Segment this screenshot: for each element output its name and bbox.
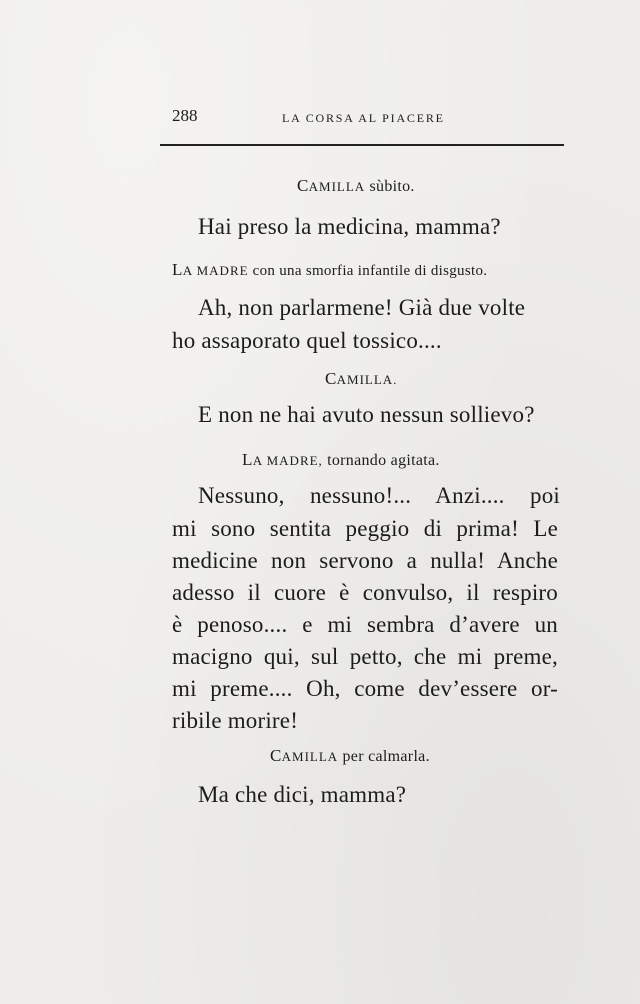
- speaker-name: AMILLA: [308, 179, 366, 194]
- dialogue-line: [172, 580, 558, 606]
- dialogue-line: Ah, non parlarmene! Già due volte: [198, 295, 526, 320]
- speaker-initial: C: [297, 176, 309, 195]
- speaker-initial: C: [270, 746, 282, 765]
- stage-direction: [172, 260, 487, 280]
- dialogue-line: [172, 676, 558, 702]
- dialogue-line: E non ne hai avuto nessun sollievo?: [198, 402, 535, 427]
- dialogue-line: [198, 483, 560, 509]
- dialogue-line: ho assaporato quel tossico....: [172, 328, 442, 353]
- direction-text: per calmarla.: [338, 748, 430, 765]
- stage-direction: [325, 369, 397, 389]
- stage-direction: [270, 746, 430, 766]
- speaker-name: AMILLA: [281, 749, 339, 764]
- running-title: LA CORSA AL PIACERE: [282, 111, 445, 125]
- page-number: 288: [172, 106, 198, 125]
- header-rule: [160, 144, 564, 146]
- dialogue-line: [172, 612, 558, 638]
- speaker-initial: L: [242, 450, 253, 469]
- speaker-initial: C: [325, 369, 337, 388]
- dialogue-text: è penoso.... e mi sembra d’avere un: [172, 612, 558, 637]
- stage-direction: [297, 176, 415, 196]
- dialogue-text: adesso il cuore è convulso, il respiro: [172, 580, 558, 605]
- dialogue-text: mi preme.... Oh, come dev’essere or-: [172, 676, 558, 701]
- dialogue-line: [172, 548, 558, 574]
- dialogue-line: ribile morire!: [172, 708, 299, 733]
- page-header: [172, 106, 562, 130]
- dialogue-line: Hai preso la medicina, mamma?: [198, 214, 501, 239]
- direction-text: con una smorfia infantile di disgusto.: [248, 263, 488, 279]
- dialogue-line: [172, 516, 558, 542]
- speaker-name: A MADRE,: [252, 453, 323, 468]
- dialogue-text: medicine non servono a nulla! Anche: [172, 548, 558, 573]
- dialogue-text: Nessuno, nessuno!... Anzi.... poi: [198, 483, 560, 508]
- dialogue-text: macigno qui, sul petto, che mi preme,: [172, 644, 558, 669]
- dialogue-text: mi sono sentita peggio di prima! Le: [172, 516, 558, 541]
- speaker-name: A MADRE: [182, 263, 249, 278]
- dialogue-line: Ma che dici, mamma?: [198, 782, 407, 807]
- direction-text: tornando agitata.: [322, 452, 440, 469]
- direction-text: sùbito.: [365, 178, 415, 195]
- speaker-name: AMILLA.: [336, 372, 398, 387]
- stage-direction: [242, 450, 440, 470]
- speaker-initial: L: [172, 260, 183, 279]
- dialogue-line: [172, 644, 558, 670]
